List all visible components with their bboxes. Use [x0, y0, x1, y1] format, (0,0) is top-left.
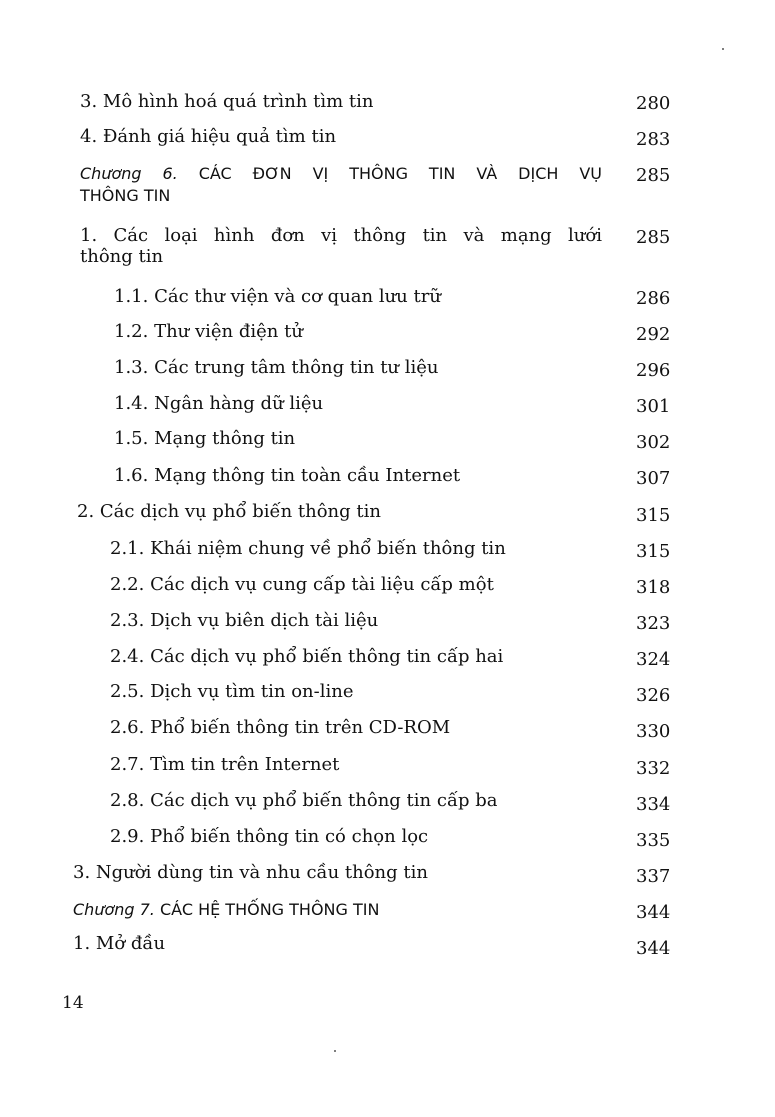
chapter-label: Chương 7. — [73, 900, 155, 919]
toc-entry-title: 2.1. Khái niệm chung về phổ biến thông tin — [110, 538, 506, 559]
toc-entry-title: 1.6. Mạng thông tin toàn cầu Internet — [114, 465, 461, 486]
toc-entry-title: 2. Các dịch vụ phổ biến thông tin — [77, 501, 381, 522]
toc-entry-title: 2.6. Phổ biến thông tin trên CD-ROM — [110, 717, 451, 738]
toc-entry-title: 2.2. Các dịch vụ cung cấp tài liệu cấp một — [110, 574, 494, 595]
toc-entry-title: 3. Người dùng tin và nhu cầu thông tin — [73, 862, 428, 883]
toc-entry-title: 2.4. Các dịch vụ phổ biến thông tin cấp hai — [110, 646, 504, 667]
toc-entry-title: 1. Mở đầu — [73, 933, 166, 954]
toc-entry-page: 292 — [636, 324, 671, 345]
toc-entry-title: 1.2. Thư viện điện tử — [114, 321, 303, 342]
toc-entry-page: 315 — [636, 505, 671, 526]
chapter-title — [73, 899, 379, 921]
toc-entry-title: 2.5. Dịch vụ tìm tin on-line — [110, 681, 354, 702]
toc-entry-page: 323 — [636, 613, 671, 634]
toc-entry-title: 1.1. Các thư viện và cơ quan lưu trữ — [114, 286, 441, 307]
toc-entry-page: 335 — [636, 830, 671, 851]
toc-entry-page: 344 — [636, 902, 671, 923]
toc-entry-page: 315 — [636, 541, 671, 562]
chapter-title-line-2: THÔNG TIN — [80, 186, 171, 205]
toc-entry-title: 2.3. Dịch vụ biên dịch tài liệu — [110, 610, 379, 631]
toc-entry-title-line-1: 1. Các loại hình đơn vị thông tin và mạng lưới — [80, 225, 602, 246]
chapter-label: Chương 6. — [80, 164, 178, 183]
toc-entry-page: 285 — [636, 227, 671, 248]
scan-speck — [722, 48, 724, 50]
scan-speck — [334, 1050, 336, 1052]
chapter-title-text: CÁC ĐƠN VỊ THÔNG TIN VÀ DỊCH VỤ — [198, 164, 603, 183]
toc-entry-page: 324 — [636, 649, 671, 670]
toc-entry-page: 344 — [636, 938, 671, 959]
toc-entry-page: 286 — [636, 288, 671, 309]
toc-entry-page: 334 — [636, 794, 671, 815]
toc-entry-page: 302 — [636, 432, 671, 453]
toc-entry-title: 2.7. Tìm tin trên Internet — [110, 754, 340, 775]
toc-entry-page: 332 — [636, 758, 671, 779]
toc-entry-title: 3. Mô hình hoá quá trình tìm tin — [80, 91, 374, 112]
toc-entry-page: 330 — [636, 721, 671, 742]
toc-entry-page: 307 — [636, 468, 671, 489]
toc-entry-page: 285 — [636, 165, 671, 186]
toc-entry-title: 2.8. Các dịch vụ phổ biến thông tin cấp ba — [110, 790, 498, 811]
toc-entry-page: 280 — [636, 93, 671, 114]
toc-entry-title: 4. Đánh giá hiệu quả tìm tin — [80, 126, 337, 147]
toc-entry-title: 1.4. Ngân hàng dữ liệu — [114, 393, 324, 414]
toc-entry-title: 2.9. Phổ biến thông tin có chọn lọc — [110, 826, 429, 847]
chapter-title-line-1 — [80, 163, 602, 185]
toc-entry-page: 301 — [636, 396, 671, 417]
toc-entry-title-line-2: thông tin — [80, 246, 164, 267]
toc-entry-title: 1.3. Các trung tâm thông tin tư liệu — [114, 357, 439, 378]
footer-page-number: 14 — [62, 993, 84, 1013]
toc-entry-page: 326 — [636, 685, 671, 706]
toc-entry-page: 318 — [636, 577, 671, 598]
toc-entry-title: 1.5. Mạng thông tin — [114, 428, 296, 449]
toc-entry-page: 283 — [636, 129, 671, 150]
toc-entry-page: 296 — [636, 360, 671, 381]
chapter-title-text: CÁC HỆ THỐNG THÔNG TIN — [159, 900, 380, 919]
toc-entry-page: 337 — [636, 866, 671, 887]
